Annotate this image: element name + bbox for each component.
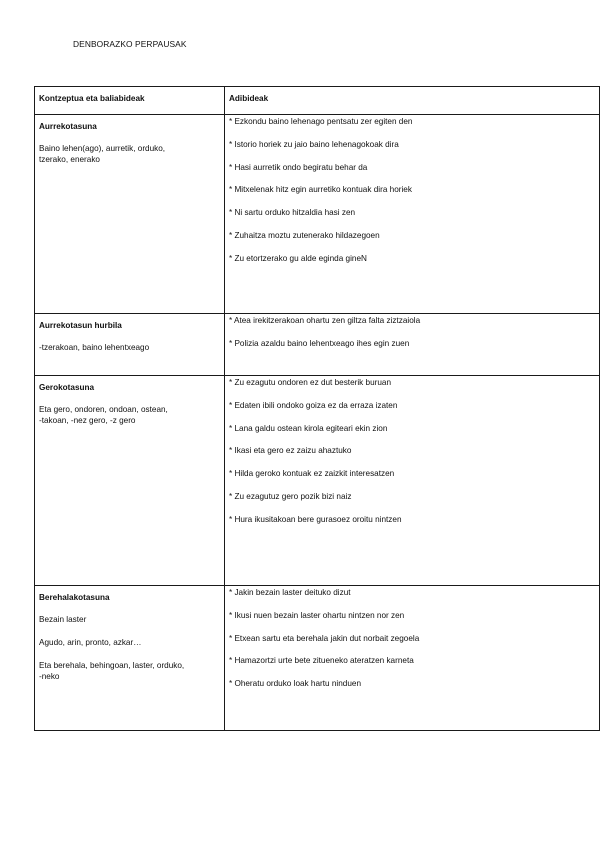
document-title: DENBORAZKO PERPAUSAK [73, 39, 187, 49]
table-row [35, 376, 600, 586]
header-examples [225, 87, 600, 115]
example-sentence: * Hilda geroko kontuak ez zaizkit interesatzen [229, 469, 395, 479]
example-sentence: * Atea irekitzerakoan ohartu zen giltza falta ziztzaiola [229, 316, 421, 325]
concept-title: Aurrekotasuna [39, 122, 97, 131]
example-sentence: * Zu ezagutu ondoren ez dut besterik buruan [229, 378, 392, 387]
example-sentence: * Edaten ibili ondoko goiza ez da erraza izaten [229, 400, 398, 410]
example-sentence: * Istorio horiek zu jaio baino lehenagokoak dira [229, 139, 399, 149]
concept-title: Gerokotasuna [39, 383, 95, 392]
examples-cell [225, 115, 600, 314]
concept-cell [35, 376, 225, 586]
example-sentence: * Oheratu orduko loak hartu ninduen [229, 679, 361, 689]
resource-line: -neko [39, 672, 60, 681]
example-sentence: * Etxean sartu eta berehala jakin dut norbait zegoela [229, 633, 420, 643]
example-sentence: * Hura ikusitakoan bere gurasoez oroitu nintzen [229, 514, 402, 524]
example-sentence: * Zu etortzerako gu alde eginda gineN [229, 253, 367, 263]
header-concept-label: Kontzeptua eta baliabideak [39, 94, 145, 103]
example-sentence: * Ikasi eta gero ez zaizu ahaztuko [229, 446, 352, 456]
concept-cell [35, 586, 225, 731]
header-concept [35, 87, 225, 115]
resource-line: Eta gero, ondoren, ondoan, ostean, [39, 405, 168, 414]
example-sentence: * Ikusi nuen bezain laster ohartu nintzen nor zen [229, 610, 405, 620]
example-sentence: * Zuhaitza moztu zutenerako hildazegoen [229, 230, 380, 240]
example-sentence: * Jakin bezain laster deituko dizut [229, 588, 351, 597]
concept-cell [35, 115, 225, 314]
table-row [35, 586, 600, 731]
concept-cell [35, 314, 225, 376]
resource-line: -takoan, -nez gero, -z gero [39, 416, 136, 425]
example-sentence: * Ezkondu baino lehenago pentsatu zer egiten den [229, 117, 413, 126]
example-sentence: * Zu ezagutuz gero pozik bizi naiz [229, 491, 352, 501]
example-sentence: * Hamazortzi urte bete zitueneko ateratzen karneta [229, 656, 414, 666]
resource-line: -tzerakoan, baino lehentxeago [39, 343, 150, 352]
concept-title: Aurrekotasun hurbila [39, 321, 122, 330]
resource-line: Bezain laster [39, 615, 87, 624]
examples-cell [225, 586, 600, 731]
example-sentence: * Hasi aurretik ondo begiratu behar da [229, 162, 368, 172]
tense-clauses-table [34, 86, 600, 731]
examples-cell [225, 314, 600, 376]
resource-line: Baino lehen(ago), aurretik, orduko, [39, 144, 166, 153]
header-examples-label: Adibideak [229, 94, 269, 103]
resource-line: tzerako, enerako [39, 155, 100, 164]
example-sentence: * Polizia azaldu baino lehentxeago ihes egin zuen [229, 338, 410, 348]
resource-line: Agudo, arin, pronto, azkar… [39, 638, 142, 647]
example-sentence: * Lana galdu ostean kirola egiteari ekin zion [229, 423, 388, 433]
example-sentence: * Ni sartu orduko hitzaldia hasi zen [229, 208, 356, 218]
table-row [35, 115, 600, 314]
table-header-row [35, 87, 600, 115]
table-row [35, 314, 600, 376]
concept-title: Berehalakotasuna [39, 593, 110, 602]
example-sentence: * Mitxelenak hitz egin aurretiko kontuak dira horiek [229, 185, 412, 195]
examples-cell [225, 376, 600, 586]
resource-line: Eta berehala, behingoan, laster, orduko, [39, 661, 185, 670]
